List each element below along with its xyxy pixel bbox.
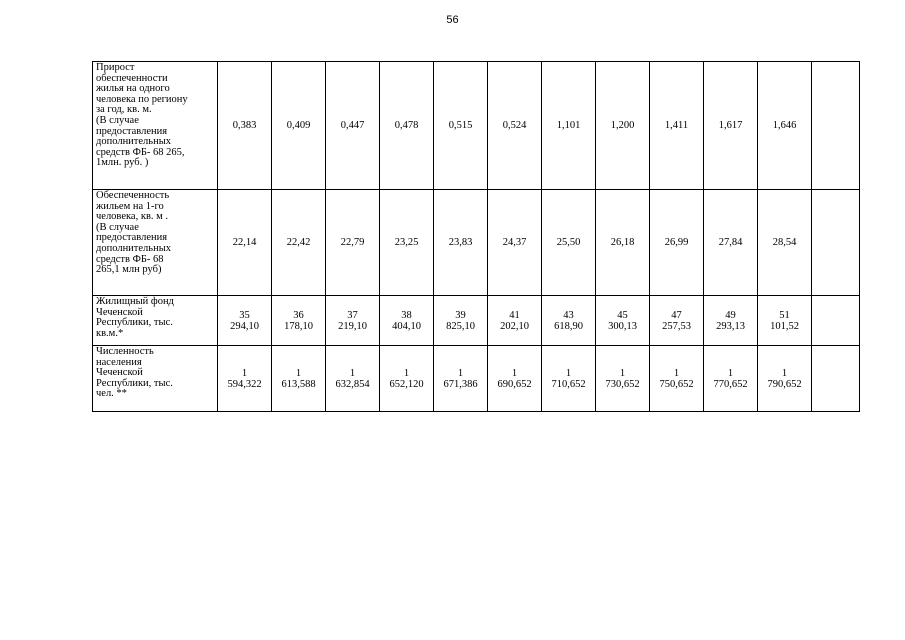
- value-line: 404,10: [392, 320, 421, 332]
- table-row: [93, 346, 860, 412]
- value-line: 257,53: [662, 320, 691, 332]
- row-label-line: Обеспеченность: [96, 190, 170, 201]
- value-cell: [326, 190, 380, 296]
- value-cell: [326, 296, 380, 346]
- value-line: 618,90: [554, 320, 583, 332]
- value-cell: [272, 190, 326, 296]
- row-label-line: дополнительных: [96, 242, 172, 254]
- value-line: 710,652: [551, 378, 586, 390]
- value-line: 0,383: [232, 120, 257, 131]
- row-label-line: Жилищный фонд: [96, 296, 174, 307]
- value-cell: [380, 62, 434, 190]
- value-cell: [272, 296, 326, 346]
- value-cell: [218, 346, 272, 412]
- value-line: 101,52: [770, 320, 799, 332]
- value-line: 0,409: [286, 120, 311, 131]
- value-line: 613,588: [281, 378, 316, 390]
- value-line: 1: [457, 367, 464, 379]
- row-label-line: обеспеченности: [96, 72, 168, 84]
- value-line: 690,652: [497, 378, 532, 390]
- value-line: 23,25: [394, 237, 419, 248]
- value-line: 0,524: [502, 120, 527, 131]
- value-line: 1: [565, 367, 572, 379]
- value-cell: [596, 296, 650, 346]
- value-line: 0,447: [340, 120, 365, 131]
- value-cell: [596, 346, 650, 412]
- value-line: 1,617: [718, 120, 743, 131]
- value-cell: [650, 62, 704, 190]
- value-cell: [596, 190, 650, 296]
- value-line: 652,120: [389, 378, 424, 390]
- row-label-line: Чеченской: [96, 306, 143, 318]
- value-line: 28,54: [772, 237, 797, 248]
- value-cell: [596, 62, 650, 190]
- row-label-line: чел. **: [96, 388, 127, 400]
- table-body: [93, 62, 860, 412]
- value-cell: [650, 346, 704, 412]
- row-label-line: дополнительных: [96, 136, 172, 148]
- row-label-line: Республики, тыс.: [96, 377, 173, 389]
- value-cell: [650, 190, 704, 296]
- value-line: 27,84: [718, 237, 743, 248]
- row-label-line: Республики, тыс.: [96, 317, 173, 329]
- value-cell: [542, 62, 596, 190]
- value-cell: [326, 346, 380, 412]
- value-cell: [380, 190, 434, 296]
- row-label-line: Численность: [96, 346, 154, 357]
- value-line: 1: [241, 367, 248, 379]
- value-cell: [704, 296, 758, 346]
- row-label-line: 265,1 млн руб): [96, 264, 162, 276]
- row-label-line: человека, кв. м .: [96, 211, 169, 223]
- value-line: 293,13: [716, 320, 745, 332]
- value-cell: [758, 346, 812, 412]
- value-line: 770,652: [713, 378, 748, 390]
- value-line: 49: [725, 309, 736, 321]
- value-cell: [272, 346, 326, 412]
- row-label-line: Прирост: [96, 62, 135, 73]
- value-line: 43: [563, 309, 574, 321]
- value-cell: [380, 296, 434, 346]
- value-line: 1,646: [772, 120, 797, 131]
- row-label-line: 1млн. руб. ): [96, 157, 149, 169]
- row-label-line: населения: [96, 356, 142, 368]
- value-line: 671,386: [443, 378, 478, 390]
- value-line: 0,515: [448, 120, 473, 131]
- value-cell: [434, 62, 488, 190]
- row-label-line: кв.м.*: [96, 327, 124, 339]
- value-line: 23,83: [448, 237, 473, 248]
- value-line: 1: [727, 367, 734, 379]
- value-cell: [650, 296, 704, 346]
- row-label-line: Чеченской: [96, 367, 143, 379]
- value-line: 202,10: [500, 320, 529, 332]
- value-line: 37: [347, 309, 358, 321]
- value-line: 51: [779, 309, 790, 321]
- value-line: 594,322: [227, 378, 262, 390]
- row-label-line: средств ФБ- 68: [96, 253, 164, 265]
- value-cell: [218, 62, 272, 190]
- value-line: 1: [295, 367, 302, 379]
- value-cell: [758, 296, 812, 346]
- value-line: 41: [509, 309, 520, 321]
- value-line: 1,200: [610, 120, 635, 131]
- row-label: [93, 62, 218, 190]
- value-cell: [218, 190, 272, 296]
- value-cell: [704, 62, 758, 190]
- row-label-line: жильем на 1-го: [96, 200, 164, 212]
- data-table: [92, 61, 860, 412]
- value-cell: [812, 190, 860, 296]
- row-label: [93, 190, 218, 296]
- value-line: 219,10: [338, 320, 367, 332]
- value-line: 1: [511, 367, 518, 379]
- value-cell: [434, 296, 488, 346]
- value-line: 632,854: [335, 378, 370, 390]
- value-line: 1,101: [556, 120, 581, 131]
- row-label: [93, 346, 218, 412]
- value-cell: [812, 296, 860, 346]
- value-line: 36: [293, 309, 304, 321]
- row-label-line: предоставления: [96, 125, 168, 137]
- value-line: 750,652: [659, 378, 694, 390]
- value-line: 300,13: [608, 320, 637, 332]
- value-cell: [434, 190, 488, 296]
- value-cell: [812, 62, 860, 190]
- value-cell: [434, 346, 488, 412]
- table-row: [93, 190, 860, 296]
- value-cell: [542, 190, 596, 296]
- value-line: 825,10: [446, 320, 475, 332]
- value-line: 45: [617, 309, 628, 321]
- row-label: [93, 296, 218, 346]
- value-line: 790,652: [767, 378, 802, 390]
- value-line: 1: [781, 367, 788, 379]
- value-cell: [758, 62, 812, 190]
- value-line: 39: [455, 309, 466, 321]
- value-line: 22,79: [340, 237, 365, 248]
- value-line: 47: [671, 309, 682, 321]
- row-label-line: за год, кв. м.: [96, 104, 152, 116]
- value-cell: [542, 296, 596, 346]
- value-line: 0,478: [394, 120, 419, 131]
- value-line: 178,10: [284, 320, 313, 332]
- value-line: 730,652: [605, 378, 640, 390]
- value-line: 26,99: [664, 237, 689, 248]
- row-label-line: (В случае: [96, 221, 139, 233]
- value-line: 22,14: [232, 237, 257, 248]
- value-line: 38: [401, 309, 412, 321]
- value-line: 1: [673, 367, 680, 379]
- value-line: 35: [239, 309, 250, 321]
- value-line: 1,411: [664, 120, 689, 131]
- value-cell: [218, 296, 272, 346]
- value-line: 1: [403, 367, 410, 379]
- value-cell: [812, 346, 860, 412]
- page-number: 56: [446, 14, 459, 26]
- value-cell: [488, 62, 542, 190]
- value-line: 1: [349, 367, 356, 379]
- row-label-line: предоставления: [96, 232, 168, 244]
- value-cell: [542, 346, 596, 412]
- value-cell: [488, 190, 542, 296]
- value-line: 24,37: [502, 237, 527, 248]
- table-row: [93, 62, 860, 190]
- row-label-line: средств ФБ- 68 265,: [96, 146, 185, 158]
- value-line: 25,50: [556, 237, 581, 248]
- table-row: [93, 296, 860, 346]
- value-cell: [758, 190, 812, 296]
- value-line: 1: [619, 367, 626, 379]
- value-cell: [704, 346, 758, 412]
- value-cell: [380, 346, 434, 412]
- value-cell: [488, 296, 542, 346]
- value-line: 26,18: [610, 237, 635, 248]
- value-cell: [488, 346, 542, 412]
- row-label-line: (В случае: [96, 114, 139, 126]
- row-label-line: человека по региону: [96, 93, 188, 105]
- row-label-line: жилья на одного: [96, 83, 170, 95]
- value-cell: [326, 62, 380, 190]
- value-cell: [272, 62, 326, 190]
- value-line: 22,42: [286, 237, 311, 248]
- value-line: 294,10: [230, 320, 259, 332]
- value-cell: [704, 190, 758, 296]
